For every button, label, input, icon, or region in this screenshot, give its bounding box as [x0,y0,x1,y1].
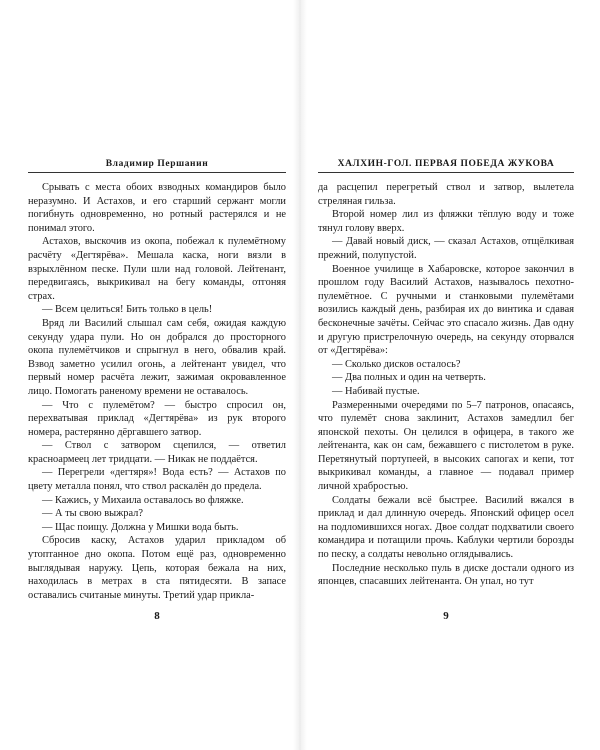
paragraph: — Набивай пустые. [332,385,420,397]
paragraph: Астахов, выскочив из окопа, побежал к пулемётному расчёту «Дегтярёва». Мешала каска, ноги вязли в взрыхлённом песке. Пули шли над головой. Лейтенант, передвигаясь, выкрикивал на бегу команды, отгоняя страх. [28,236,286,302]
paragraph: Сбросив каску, Астахов ударил прикладом об утоптанное дно окопа. Потом ещё раз, одновременно выглядывая наружу. Цепь, которая бежала на них, находилась в метрах в ста пятидесяти. В запасе оставались считаные минуты. Третий удар прикла- [28,535,286,601]
paragraph: Солдаты бежали всё быстрее. Василий вжался в приклад и дал длинную очередь. Японский офицер осел на подломившихся ногах. Двое солдат подхватили своего командира и потащили прочь. Каблуки чертили борозды по песку, а солдаты невольно оглядывались. [318,494,574,561]
paragraph: — Ствол с затвором сцепился, — ответил красноармеец лет тридцати. — Никак не поддаётся. [28,440,286,465]
paragraph: Второй номер лил из фляжки тёплую воду и тоже тянул голову вверх. [318,209,574,234]
paragraph: Размеренными очередями по 5–7 патронов, опасаясь, что пулемёт снова заклинит, Астахов замедлил бег японской пехоты. Он целился в офицера, в такого же лейтенанта, как он сам, бежавшего с пистолетом в руке. Перетянутый портупеей, в высоких сапогах и кепи, тот выкрикивал команды, а главное — подавал пример личной храбростью. [318,399,574,493]
right-running-head: ХАЛХИН-ГОЛ. ПЕРВАЯ ПОБЕДА ЖУКОВА [318,158,574,173]
paragraph: — Давай новый диск, — сказал Астахов, отщёлкивая прежний, полупустой. [318,236,574,261]
paragraph: Военное училище в Хабаровске, которое закончил в прошлом году Василий Астахов, называлось пехотно-пулемётное. С ручными и станковыми пулемётами возились каждый день, разбирая их до винтика и сдавая бесконечные зачёты. Сейчас это спасало жизнь. Дав одну и другую пристрелочную очередь, на секунду оторвался от «Дегтярёва»: [318,263,574,357]
left-body-text [28,181,286,602]
book-gutter [293,0,307,750]
paragraph: — А ты свою выжрал? [42,508,143,520]
paragraph: — Что с пулемётом? — быстро спросил он, перехватывая приклад «Дегтярёва» из рук второго номера, растерянно дёргавшего затвор. [28,399,286,438]
right-page [318,158,574,589]
paragraph: Вряд ли Василий слышал сам себя, ожидая каждую секунду удара пули. Но он добрался до просторного окопа пулемётчиков и спрыгнул в него, обвалив край. Взвод заметно усилил огонь, а лейтенант увидел, что первый номер расчёта лежит, зажимая окровавленное лицо. Помогать раненому времени не оставалось. [28,317,286,397]
paragraph: — Два полных и один на четверть. [332,372,486,384]
continued-paragraph: да расцепил перегретый ствол и затвор, вылетела стреляная гильза. [318,182,574,207]
paragraph: — Щас поищу. Должна у Мишки вода быть. [42,521,239,533]
paragraph: — Всем целиться! Бить только в цель! [42,304,213,316]
paragraph: Последние несколько пуль в диске достали одного из японцев, спасавших лейтенанта. Он упал, но тут [318,562,574,588]
left-page-number: 8 [154,610,160,622]
left-page [28,158,286,602]
paragraph: — Сколько дисков осталось? [332,358,461,370]
right-page-number: 9 [443,610,449,622]
right-body-text [318,181,574,589]
paragraph: — Перегрели «дегтяря»! Вода есть? — Астахов по цвету металла понял, что ствол раскалён до предела. [28,467,286,493]
paragraph: Срывать с места обоих взводных командиров было неразумно. И Астахов, и его старший сержант могли погибнуть одновременно, но ротный растерялся и не понимал этого. [28,182,286,234]
paragraph: — Кажись, у Михаила оставалось во фляжке. [42,494,244,506]
left-running-head: Владимир Першанин [28,158,286,173]
